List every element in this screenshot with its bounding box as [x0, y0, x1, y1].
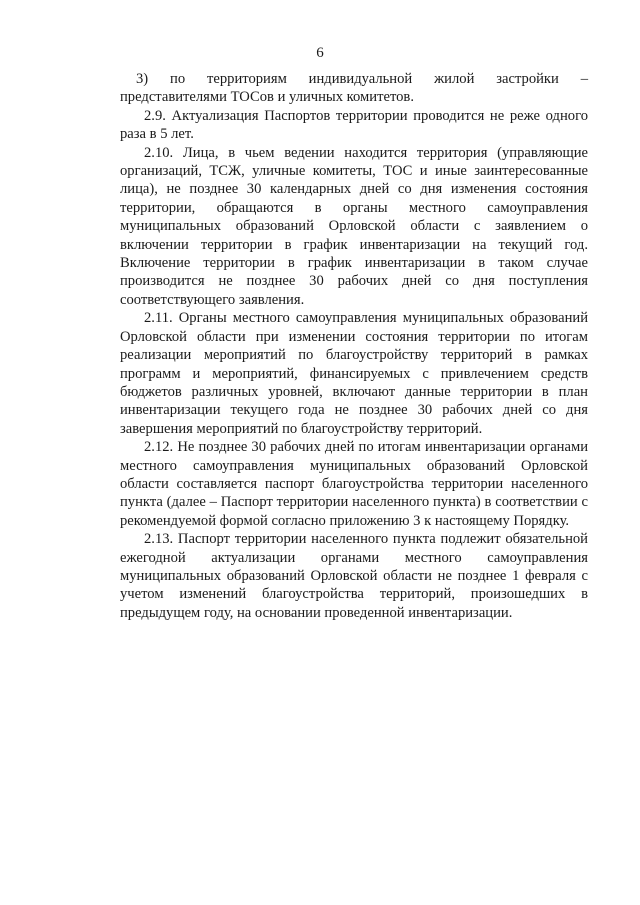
paragraph-2-13: 2.13. Паспорт территории населенного пункта подлежит обязательной ежегодной актуализации органами местного самоуправления муниципальных образований Орловской области не позднее 1 февраля с учетом изменений благоустройства территорий, произошедших в предыдущем году, на основании проведенной инвентаризации. [120, 531, 588, 621]
paragraph-2-9: 2.9. Актуализация Паспортов территории проводится не реже одного раза в 5 лет. [120, 107, 588, 143]
paragraph-2-11: 2.11. Органы местного самоуправления муниципальных образований Орловской области при изменении состояния территории по итогам реализации мероприятий по благоустройству территорий в рамках программ и мероприятий, финансируемых с привлечением средств бюджетов различных уровней, включают данные территории в план инвентаризации текущего года не позднее 30 рабочих дней со дня завершения мероприятий по благоустройству территорий. [120, 310, 588, 437]
paragraph-2-10: 2.10. Лица, в чьем ведении находится территория (управляющие организаций, ТСЖ, уличные комитеты, ТОС и иные заинтересованные лица), не позднее 30 календарных дней со дня изменения состояния территории, обращаются в органы местного самоуправления муниципальных образований Орловской области с заявлением о включении территории в график инвентаризации на текущий год. Включение территории в график инвентаризации в таком случае производится не позднее 30 рабочих дней со дня поступления соответствующего заявления. [120, 144, 588, 308]
paragraph-2-12: 2.12. Не позднее 30 рабочих дней по итогам инвентаризации органами местного самоуправления муниципальных образований Орловской области составляется паспорт благоустройства территории населенного пункта (далее – Паспорт территории населенного пункта) в соответствии с рекомендуемой формой согласно приложению 3 к настоящему Порядку. [120, 439, 588, 529]
page-number: 6 [316, 45, 324, 61]
paragraph-item-3: 3) по территориям индивидуальной жилой застройки – представителями ТОСов и уличных комитетов. [120, 71, 588, 106]
document-body [120, 70, 588, 622]
